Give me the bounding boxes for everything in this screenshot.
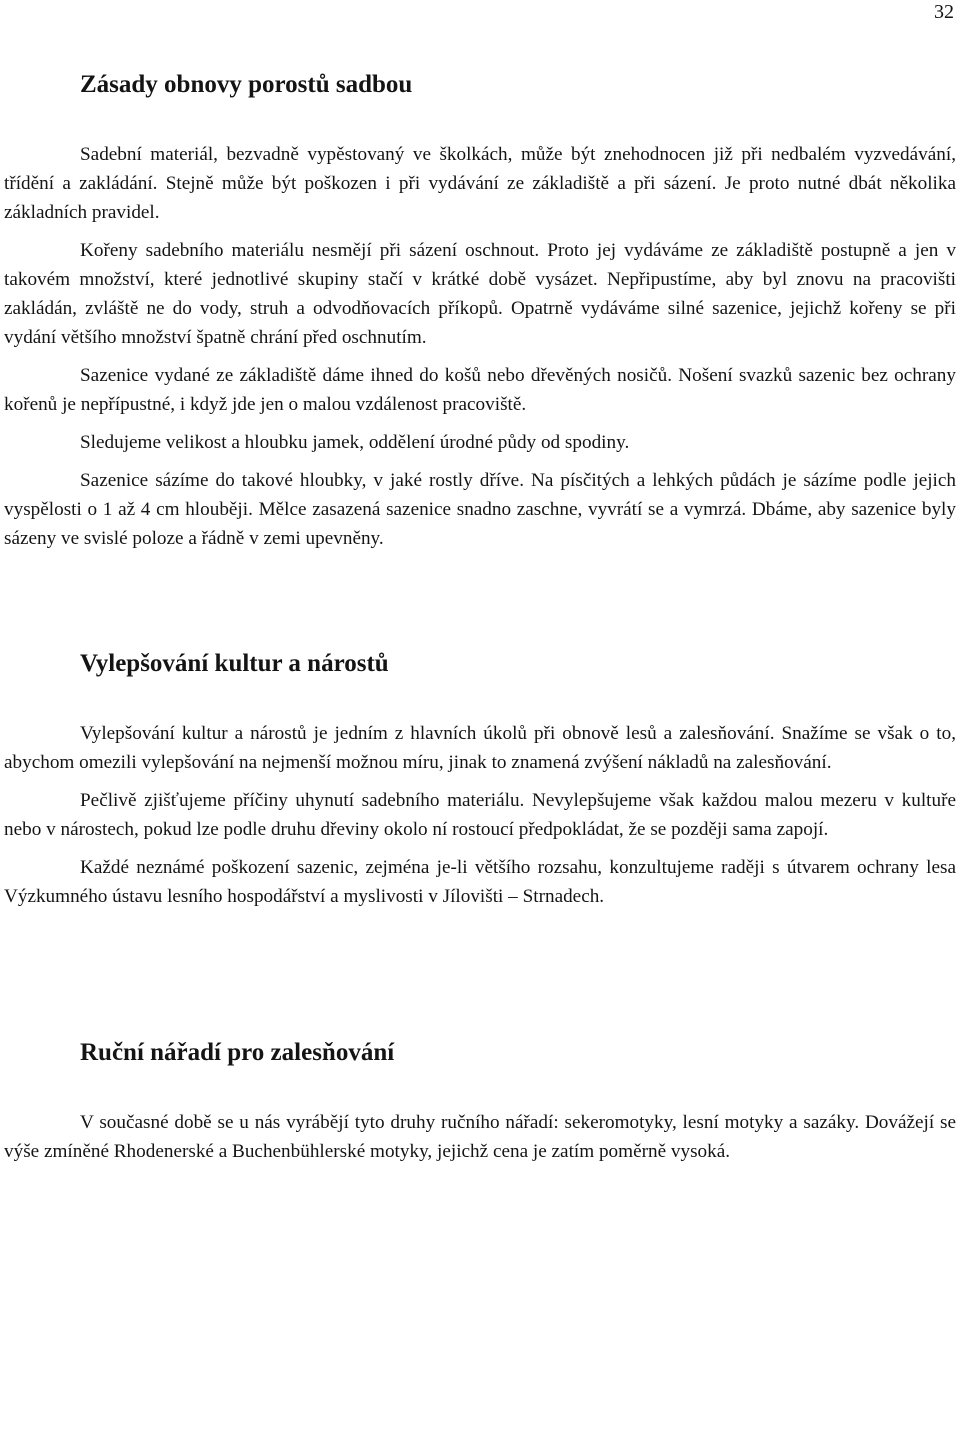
paragraph: Sazenice sázíme do takové hloubky, v jaké rostly dříve. Na písčitých a lehkých půdách je sázíme podle jejich vyspělosti o 1 až 4 cm hlouběji. Mělce zasazená sazenice snadno zaschne, vyvrátí se a vymrzá. Dbáme, aby sazenice byly sázeny ve svislé poloze a řádně v zemi upevněny. (4, 470, 956, 549)
paragraph: V současné době se u nás vyrábějí tyto druhy ručního nářadí: sekeromotyky, lesní motyky a sazáky. Dovážejí se výše zmíněné Rhodenerské a Buchenbühlerské motyky, jejichž cena je zatím poměrně vysoká. (4, 1112, 956, 1162)
section-heading: Ruční nářadí pro zalesňování (80, 1039, 395, 1066)
section-zasady-obnovy (4, 70, 956, 553)
section-heading: Vylepšování kultur a nárostů (80, 650, 389, 677)
paragraph: Každé neznámé poškození sazenic, zejména je-li většího rozsahu, konzultujeme raději s útvarem ochrany lesa Výzkumného ústavu lesního hospodářství a myslivosti v Jílovišti – Strnadech. (4, 857, 956, 907)
section-vylepsovani-kultur (4, 649, 956, 911)
page-content (4, 0, 956, 1166)
section-heading: Zásady obnovy porostů sadbou (80, 71, 413, 98)
paragraph: Sazenice vydané ze základiště dáme ihned do košů nebo dřevěných nosičů. Nošení svazků sazenic bez ochrany kořenů je nepřípustné, i když jde jen o malou vzdálenost pracoviště. (4, 365, 956, 415)
paragraph: Pečlivě zjišťujeme příčiny uhynutí sadebního materiálu. Nevylepšujeme však každou malou mezeru v kultuře nebo v nárostech, pokud lze podle druhu dřeviny okolo ní rostoucí předpokládat, že se později sama zapojí. (4, 790, 956, 840)
paragraph: Kořeny sadebního materiálu nesmějí při sázení oschnout. Proto jej vydáváme ze základiště postupně a jen v takovém množství, které jednotlivé skupiny stačí v krátké době vysázet. Nepřipustíme, aby byl znovu na pracovišti zakládán, zvláště ne do vody, struh a odvodňovacích příkopů. Opatrně vydáváme silné sazenice, jejichž kořeny se při vydání většího množství špatně chrání před oschnutím. (4, 240, 956, 348)
paragraph: Sledujeme velikost a hloubku jamek, oddělení úrodné půdy od spodiny. (80, 432, 630, 453)
paragraph: Vylepšování kultur a nárostů je jedním z hlavních úkolů při obnově lesů a zalesňování. Snažíme se však o to, abychom omezili vylepšování na nejmenší možnou míru, jinak to znamená zvýšení nákladů na zalesňování. (4, 723, 956, 773)
paragraph: Sadební materiál, bezvadně vypěstovaný ve školkách, může být znehodnocen již při nedbalém vyzvedávání, třídění a zakládání. Stejně může být poškozen i při vydávání ze základiště a při sázení. Je proto nutné dbát několika základních pravidel. (4, 144, 956, 223)
page-number: 32 (934, 1, 954, 23)
section-rucni-naradi (4, 1038, 956, 1166)
